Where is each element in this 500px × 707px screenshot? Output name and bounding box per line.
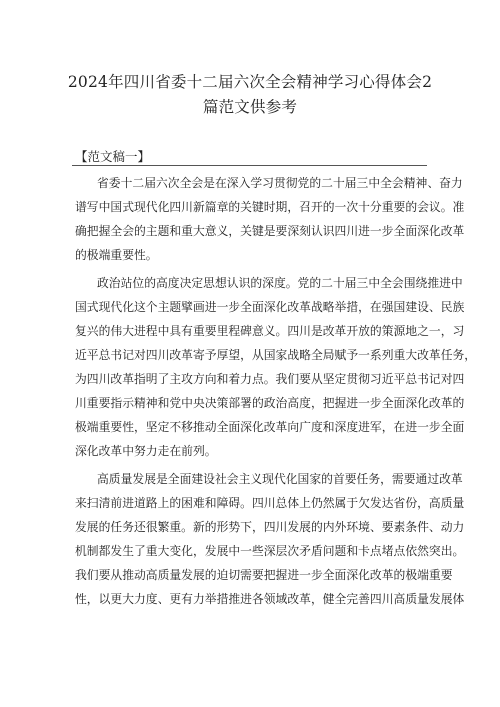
body-line: 确把握全会的主题和重大意义，关键是要深刻认识四川进一步全面深化改革 — [75, 224, 465, 238]
body-line: 发展的任务还很繁重。新的形势下，四川发展的内外环境、要素条件、动力 — [75, 520, 465, 534]
body-line: 的极端重要性。 — [75, 248, 158, 262]
body-line: 来扫清前进道路上的困难和障碍。四川总体上仍然属于欠发达省份，高质量 — [75, 496, 465, 510]
document-title-line-1: 2024年四川省委十二届六次全会精神学习心得体会2 — [67, 73, 433, 91]
section-label: 【范文稿一】 — [75, 149, 151, 164]
body-line: 为四川改革指明了主攻方向和着力点。我们要从坚定贯彻习近平总书记对四 — [75, 372, 465, 386]
body-line: 川重要指示精神和党中央决策部署的政治高度，把握进一步全面深化改革的 — [75, 396, 465, 410]
section-divider — [72, 165, 427, 166]
body-line: 性，以更大力度、更有力举措推进各领域改革，健全完善四川高质量发展体 — [75, 592, 465, 606]
body-line: 我们要从推动高质量发展的迫切需要把握进一步全面深化改革的极端重要 — [75, 568, 453, 582]
body-line: 国式现代化这个主题擘画进一步全面深化改革战略举措，在强国建设、民族 — [75, 300, 465, 314]
body-line: 谱写中国式现代化四川新篇章的关键时期，召开的一次十分重要的会议。准 — [75, 200, 465, 214]
body-line: 复兴的伟大进程中具有重要里程碑意义。四川是改革开放的策源地之一，习 — [75, 324, 465, 338]
body-line: 高质量发展是全面建设社会主义现代化国家的首要任务，需要通过改革 — [97, 472, 463, 486]
body-line: 省委十二届六次全会是在深入学习贯彻党的二十届三中全会精神、奋力 — [97, 176, 463, 190]
body-line: 深化改革中努力走在前列。 — [75, 444, 217, 458]
body-line: 近平总书记对四川改革寄予厚望，从国家战略全局赋予一系列重大改革任务， — [75, 348, 477, 362]
body-line: 极端重要性，坚定不移推动全面深化改革向广度和深度进军，在进一步全面 — [75, 420, 465, 434]
body-line: 机制都发生了重大变化，发展中一些深层次矛盾问题和卡点堵点依然突出。 — [75, 544, 465, 558]
document-title-line-2: 篇范文供参考 — [202, 98, 298, 116]
body-line: 政治站位的高度决定思想认识的深度。党的二十届三中全会围绕推进中 — [97, 276, 463, 290]
